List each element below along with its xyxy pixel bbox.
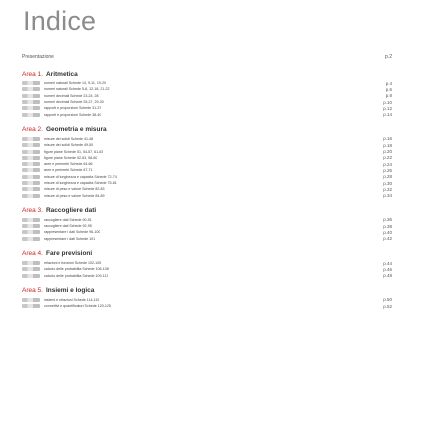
entry-left bbox=[22, 224, 92, 228]
entry-left bbox=[22, 156, 97, 160]
area-number: Area 5. bbox=[22, 287, 43, 295]
entry-page: p.46 bbox=[383, 266, 392, 272]
area-title: Aritmetica bbox=[45, 70, 78, 78]
entry-text: misure di peso e valore Schede 84-89 bbox=[44, 193, 105, 198]
areas-list bbox=[22, 68, 392, 309]
intro-page: p.2 bbox=[385, 54, 392, 60]
entry-page: p.4 bbox=[385, 80, 392, 86]
entry-marker-icon bbox=[22, 168, 40, 172]
entry-page: p.6 bbox=[385, 86, 392, 92]
entry-left bbox=[22, 194, 105, 198]
area-number: Area 1. bbox=[22, 70, 43, 78]
entry-text: misure dei solidi Schede 41-48 bbox=[44, 136, 94, 141]
entry-page: p.40 bbox=[383, 229, 392, 235]
entry-marker-icon bbox=[22, 137, 40, 141]
entry-page: p.10 bbox=[383, 99, 392, 105]
entry-left bbox=[22, 181, 117, 185]
entry-marker-icon bbox=[22, 237, 40, 241]
entry-text: numeri naturali Schede 14, 9-11, 19-20 bbox=[44, 81, 107, 86]
entry-text: numeri decimali Schede 23-24, 28 bbox=[44, 93, 99, 98]
entry-text: rapporti e proporzioni Schede 38-40 bbox=[44, 112, 102, 117]
entry-left bbox=[22, 81, 106, 85]
area-number: Area 2. bbox=[22, 126, 43, 134]
entry-page: p.44 bbox=[383, 260, 392, 266]
area-number: Area 4. bbox=[22, 250, 43, 258]
entry-left bbox=[22, 218, 92, 222]
entry-left bbox=[22, 187, 105, 191]
entry-page: p.48 bbox=[383, 273, 392, 279]
area-title: Geometria e misura bbox=[45, 126, 107, 134]
entry-text: numeri decimali Schede 25-27, 29-30 bbox=[44, 100, 104, 105]
area-number: Area 3. bbox=[22, 207, 43, 215]
entry-text: connettivi e quantificatori Schede 120-125 bbox=[44, 304, 111, 309]
entry-text: rapporti e proporzioni Schede 31-37 bbox=[44, 106, 102, 111]
entry-page: p.20 bbox=[383, 149, 392, 155]
entry-page: p.36 bbox=[383, 217, 392, 223]
index-entry[interactable] bbox=[22, 236, 392, 242]
entry-marker-icon bbox=[22, 224, 40, 228]
entry-page: p.50 bbox=[383, 297, 392, 303]
index-entry[interactable] bbox=[22, 111, 392, 117]
entry-marker-icon bbox=[22, 181, 40, 185]
entry-marker-icon bbox=[22, 175, 40, 179]
intro-label: Presentazione bbox=[22, 54, 54, 60]
entry-left bbox=[22, 168, 93, 172]
area-heading[interactable] bbox=[22, 285, 392, 297]
entry-marker-icon bbox=[22, 261, 40, 265]
entry-text: rappresentare i dati Schede 96-100 bbox=[44, 230, 101, 235]
area-section bbox=[22, 285, 392, 310]
entry-left bbox=[22, 267, 109, 271]
area-section bbox=[22, 68, 392, 118]
area-title: Insiemi e logica bbox=[45, 287, 95, 295]
entry-page: p.38 bbox=[383, 223, 392, 229]
entry-left bbox=[22, 106, 101, 110]
entry-page: p.52 bbox=[383, 303, 392, 309]
entry-marker-icon bbox=[22, 194, 40, 198]
index-entry[interactable] bbox=[22, 273, 392, 279]
entry-marker-icon bbox=[22, 87, 40, 91]
area-section bbox=[22, 205, 392, 242]
entry-text: misure dei solidi Schede 49-50 bbox=[44, 143, 94, 148]
area-section bbox=[22, 248, 392, 279]
entry-marker-icon bbox=[22, 304, 40, 308]
entry-left bbox=[22, 274, 108, 278]
entry-page: p.24 bbox=[383, 161, 392, 167]
entry-page: p.18 bbox=[383, 142, 392, 148]
entry-text: relazioni e funzioni Schede 102-105 bbox=[44, 261, 102, 266]
entry-marker-icon bbox=[22, 150, 40, 154]
entry-text: calcolo delle probabilita Schede 109-113 bbox=[44, 273, 109, 278]
entry-page: p.16 bbox=[383, 136, 392, 142]
entry-text: raccogliere dati Schede 92-95 bbox=[44, 224, 92, 229]
area-title: Fare previsioni bbox=[45, 250, 93, 258]
entry-marker-icon bbox=[22, 81, 40, 85]
entry-left bbox=[22, 261, 101, 265]
entry-marker-icon bbox=[22, 143, 40, 147]
entry-left bbox=[22, 230, 100, 234]
entry-left bbox=[22, 137, 93, 141]
entry-marker-icon bbox=[22, 218, 40, 222]
entry-page: p.34 bbox=[383, 193, 392, 199]
entry-marker-icon bbox=[22, 230, 40, 234]
page-title: Indice bbox=[23, 6, 97, 36]
area-heading[interactable] bbox=[22, 124, 392, 136]
entry-text: insiemi e relazioni Schede 114-119 bbox=[44, 297, 100, 302]
entry-left bbox=[22, 150, 103, 154]
area-section bbox=[22, 124, 392, 199]
entry-page: p.42 bbox=[383, 236, 392, 242]
intro-row[interactable] bbox=[22, 52, 392, 62]
entry-text: misure di peso e valore Schede 82-83 bbox=[44, 187, 105, 192]
area-heading[interactable] bbox=[22, 68, 392, 80]
entry-page: p.8 bbox=[385, 93, 392, 99]
entry-marker-icon bbox=[22, 162, 40, 166]
entry-marker-icon bbox=[22, 156, 40, 160]
entry-marker-icon bbox=[22, 267, 40, 271]
entry-text: misure di lunghezza e capacita Schede 75-81 bbox=[44, 181, 117, 185]
entry-text: aree e perimetri Schede 64-66 bbox=[44, 162, 93, 167]
entry-page: p.12 bbox=[383, 105, 392, 111]
entry-marker-icon bbox=[22, 298, 40, 302]
entry-left bbox=[22, 304, 111, 308]
entry-left bbox=[22, 143, 93, 147]
entry-text: rappresentare i dati Schede 101 bbox=[44, 236, 96, 241]
entry-left bbox=[22, 237, 95, 241]
entry-text: figure piane Schede 52-53, 58-60 bbox=[44, 155, 98, 160]
index-entry[interactable] bbox=[22, 192, 392, 198]
entry-left bbox=[22, 175, 117, 179]
entry-marker-icon bbox=[22, 187, 40, 191]
entry-left bbox=[22, 113, 101, 117]
index-entry[interactable] bbox=[22, 303, 392, 309]
entry-page: p.14 bbox=[383, 112, 392, 118]
entry-left bbox=[22, 162, 93, 166]
entry-page: p.22 bbox=[383, 155, 392, 161]
entry-text: misure di lunghezza e capacita Schede 72-74 bbox=[44, 174, 117, 179]
entry-page: p.30 bbox=[383, 180, 392, 186]
entry-left bbox=[22, 94, 99, 98]
entry-text: figure piane Schede 51, 54-57, 61-63 bbox=[44, 149, 104, 154]
entry-page: p.28 bbox=[383, 174, 392, 180]
entry-left bbox=[22, 87, 110, 91]
entry-page: p.32 bbox=[383, 186, 392, 192]
entry-marker-icon bbox=[22, 274, 40, 278]
entry-marker-icon bbox=[22, 100, 40, 104]
entry-marker-icon bbox=[22, 113, 40, 117]
entry-page: p.26 bbox=[383, 167, 392, 173]
area-title: Raccogliere dati bbox=[45, 207, 97, 215]
area-heading[interactable] bbox=[22, 205, 392, 217]
area-heading[interactable] bbox=[22, 248, 392, 260]
entry-text: calcolo delle probabilita Schede 106-108 bbox=[44, 267, 109, 272]
entry-text: aree e perimetri Schede 67-71 bbox=[44, 168, 93, 173]
entry-text: raccogliere dati Schede 90-91 bbox=[44, 217, 92, 222]
entry-marker-icon bbox=[22, 106, 40, 110]
entry-left bbox=[22, 100, 104, 104]
entry-left bbox=[22, 298, 99, 302]
entry-marker-icon bbox=[22, 94, 40, 98]
entry-text: numeri naturali Schede 5-8, 12-18, 21-22 bbox=[44, 87, 110, 92]
